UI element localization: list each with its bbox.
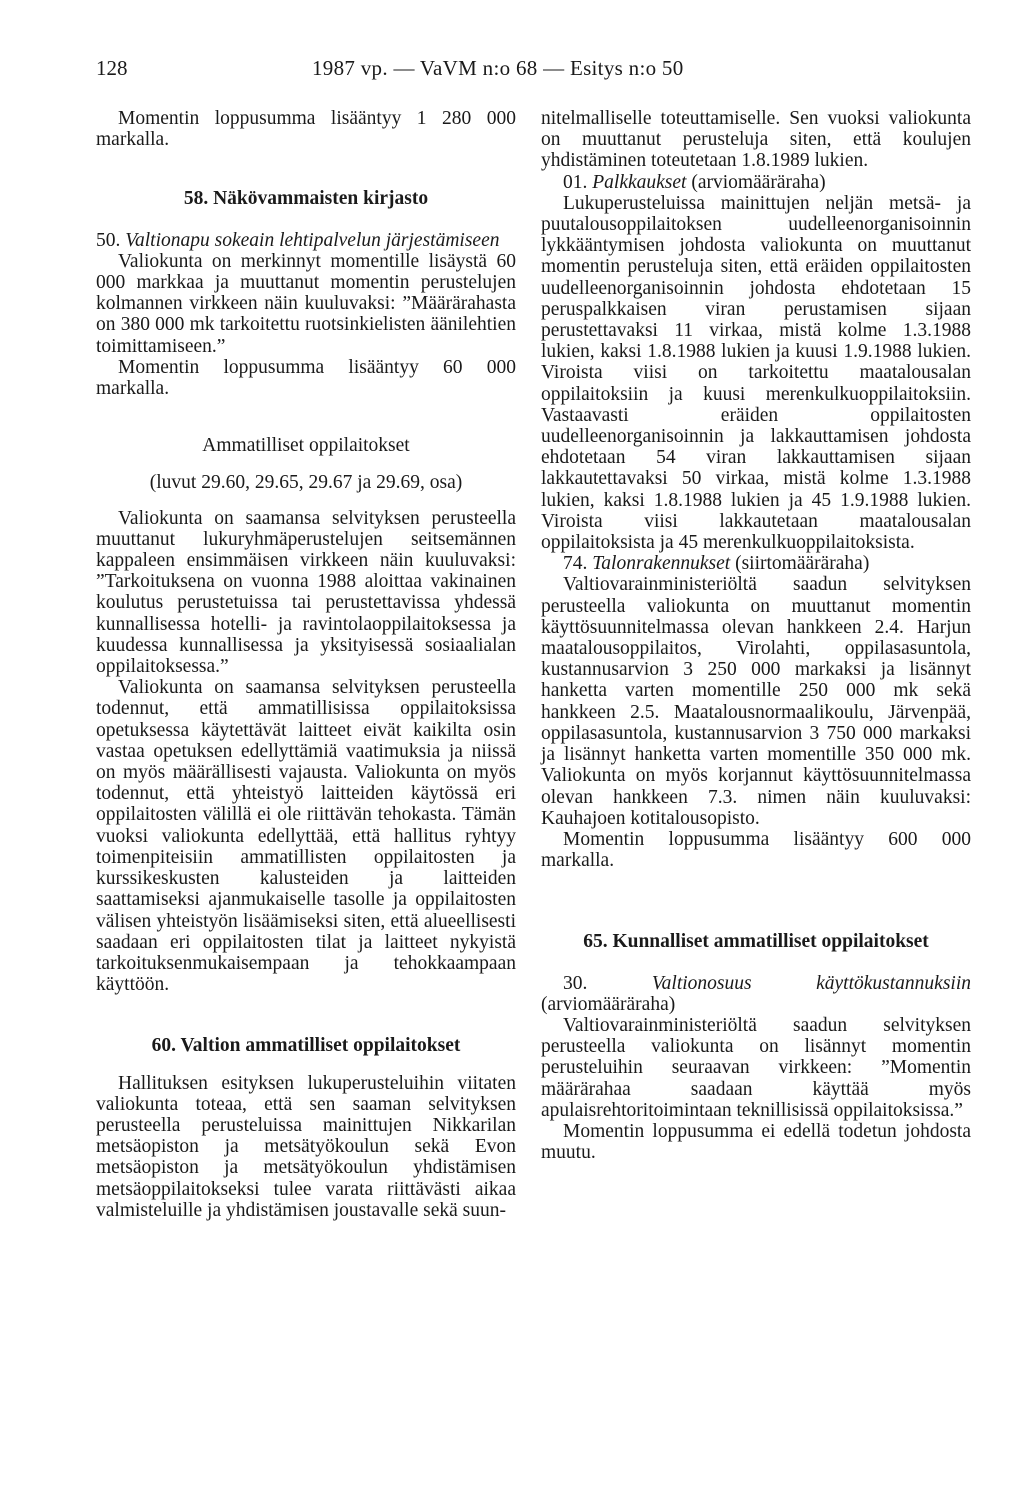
right-column: [541, 108, 971, 1163]
paragraph: Momentin loppusumma lisääntyy 600 000 markalla.: [541, 828, 971, 872]
paragraph: Momentin loppusumma lisääntyy 60 000 markalla.: [96, 356, 516, 400]
left-column: [96, 108, 516, 1221]
section-heading-65: 65. Kunnalliset ammatilliset oppilaitokset: [583, 931, 929, 953]
paragraph: Valiokunta on merkinnyt momentille lisäystä 60 000 markkaa ja muuttanut momentin perustelujen kolmannen virkkeen näin kuuluvaksi: ”Määrärahasta on 380 000 mk tarkoitettu ruotsinkielisten äänilehtien toimittamiseen.”: [96, 250, 516, 357]
item-number: 74.: [563, 553, 588, 575]
paragraph: Valtiovarainministeriöltä saadun selvityksen perusteella valiokunta on lisännyt momentin perusteluihin seuraavan virkkeen: ”Momentin määrärahaa saadaan käyttää myös apulaisrehtoritoimintaan teknillisissä oppilaitoksissa.”: [541, 1014, 971, 1121]
page-header: [0, 56, 1024, 86]
section-heading-58: 58. Näkövammaisten kirjasto: [183, 188, 429, 210]
item-number: 30.: [563, 972, 588, 994]
section-heading-ammatilliset: Ammatilliset oppilaitokset: [202, 435, 410, 457]
paragraph: Momentin loppusumma lisääntyy 1 280 000 markalla.: [96, 108, 516, 151]
item-number: 01.: [563, 171, 588, 193]
paragraph: nitelmalliselle toteuttamiselle. Sen vuoksi valiokunta on muuttanut perusteluja siten, että koulujen yhdistäminen toteutetaan 1.8.1989 lukien.: [541, 108, 971, 172]
paragraph: Valiokunta on saamansa selvityksen perusteella muuttanut lukuryhmäperustelujen seitsemännen kappaleen ensimmäisen virkkeen näin kuuluvaksi: ”Tarkoituksena on vuonna 1988 aloittaa vakinainen koulutus perustetuissa tai perustettavissa yhdessä kunnallisessa hotelli- ja ravintolaoppilaitoksessa ja kuudessa kunnallisessa ja yksityisessä sosiaalialan oppilaitoksessa.”: [96, 507, 516, 678]
item-title: Valtionosuus käyttökustannuksiin: [651, 972, 971, 994]
paragraph: Valiokunta on saamansa selvityksen perusteella todennut, että ammatillisissa oppilaitoksissa opetuksessa käytettävät laitteet eivät kaikilta osin vastaa opetuksen edellyttämiä vaatimuksia ja niissä on myös määrällisesti vajausta. Valiokunta on myös todennut, että yhteistyö laitteiden käytössä eri oppilaitosten välillä ei ole riittävän tehokasta. Tämän vuoksi valiokunta edellyttää, että hallitus ryhtyy toimenpiteisiin ammatillisten oppilaitosten ja kurssikeskusten kalusteiden ja laitteiden saattamiseksi ajanmukaiselle tasolle ja oppilaitosten välisen yhteistyön lisäämiseksi siten, että alueellisesti saadaan eri oppilaitosten tilat ja laitteet nykyistä tarkoituksenmukaisempaan ja tehokkaampaan käyttöön.: [96, 677, 516, 996]
item-type: (arviomääräraha): [541, 993, 676, 1015]
paragraph: Hallituksen esityksen lukuperusteluihin viitaten valiokunta toteaa, että sen saaman selvityksen perusteella perusteluissa mainittujen Nikkarilan metsäopiston ja metsätyökoulun sekä Evon metsäopiston ja metsätyökoulun yhdistämisen metsäoppilaitokseksi tulee varata riittävästi aikaa valmisteluille ja yhdistämisen joustavalle sekä suun-: [96, 1072, 516, 1221]
item-title: Palkkaukset: [592, 171, 687, 193]
item-number: 50.: [96, 229, 121, 251]
section-heading-60: 60. Valtion ammatilliset oppilaitokset: [151, 1035, 461, 1057]
item-type: (arviomääräraha): [691, 171, 826, 193]
item-title: Valtionapu sokeain lehtipalvelun järjestämiseen: [125, 229, 500, 251]
item-title: Talonrakennukset: [592, 553, 731, 575]
paragraph: Momentin loppusumma ei edellä todetun johdosta muutu.: [541, 1120, 971, 1164]
item-01-heading: [541, 172, 971, 193]
item-74-heading: [541, 553, 971, 574]
section-subheading: (luvut 29.60, 29.65, 29.67 ja 29.69, osa): [149, 472, 463, 494]
paragraph: Valtiovarainministeriöltä saadun selvityksen perusteella valiokunta on muuttanut momentin käyttösuunnitelmassa olevan hankkeen 2.4. Harjun maatalousoppilaitos, Virolahti, oppilasasuntola, kustannusarvion 3 250 000 markaksi ja lisännyt hanketta varten momentille 250 000 mk sekä hankkeen 2.5. Maatalousnormaalikoulu, Järvenpää, oppilasasuntola, kustannusarvion 3 750 000 markaksi ja lisännyt hanketta varten momentille 350 000 mk. Valiokunta on myös korjannut käyttösuunnitelmassa olevan hankkeen 7.3. nimen näin kuuluvaksi: Kauhajoen kotitalousopisto.: [541, 574, 971, 829]
page-number: 128: [96, 56, 128, 80]
running-head: 1987 vp. — VaVM n:o 68 — Esitys n:o 50: [312, 56, 684, 80]
paragraph: Lukuperusteluissa mainittujen neljän metsä- ja puutalousoppilaitoksen uudelleenorganisoinnin lykkääntymisen johdosta valiokunta on muuttanut momentin perusteluja siten, että eräiden oppilaitosten uudelleenorganisoinnin johdosta ehdotetaan 15 peruspalkkaisen viran perustamisen sijaan perustettavaksi 11 virkaa, mistä kolme 1.3.1988 lukien, kaksi 1.8.1988 lukien ja kuusi 1.9.1988 lukien. Viroista viisi on tarkoitettu maatalousalan oppilaitoksiin ja kuusi merenkulkuoppilaitoksiin. Vastaavasti eräiden oppilaitosten uudelleenorganisoinnin ja lakkauttamisen johdosta ehdotetaan 54 viran lakkauttamisen sijaan lakkautettavaksi 50 virkaa, mistä kolme 1.3.1988 lukien, kaksi 1.8.1988 lukien ja 45 1.9.1988 lukien. Viroista viisi lakkautetaan maatalousalan oppilaitoksista ja 45 merenkulkuoppilaitoksista.: [541, 192, 971, 554]
item-type: (siirtomääräraha): [735, 553, 870, 575]
item-30-heading: [541, 973, 971, 1015]
item-50-heading: [96, 230, 516, 251]
